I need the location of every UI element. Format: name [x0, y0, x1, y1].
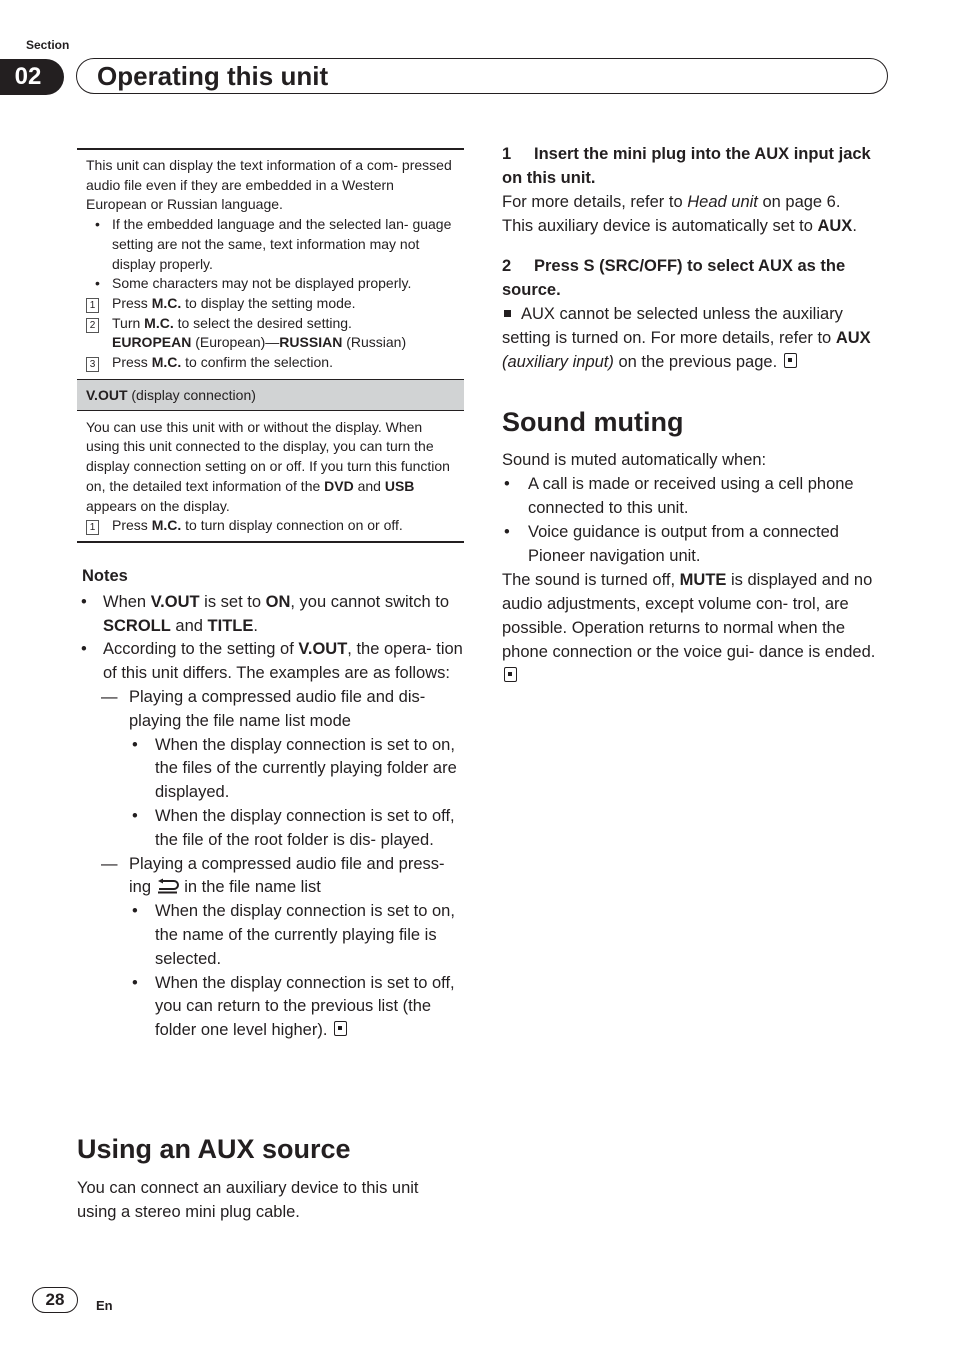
note-sub-item: • When the display connection is set to on, the name of the currently playing file is selected.	[77, 900, 464, 971]
square-bullet-icon	[504, 310, 511, 317]
muting-bullet: • A call is made or received using a cell phone connected to this unit.	[502, 472, 892, 520]
aux-intro: You can connect an auxiliary device to this unit using a stereo mini plug cable.	[77, 1179, 419, 1221]
note-sub-item: • When the display connection is set to off, you can return to the previous list (the folder one level higher).	[77, 972, 464, 1043]
page-number: 28	[32, 1287, 78, 1313]
language-options: EUROPEAN (European)—RUSSIAN (Russian)	[112, 334, 407, 351]
end-mark-icon	[784, 353, 797, 368]
table-bottom-rule	[77, 541, 464, 543]
language-bullet: • Some characters may not be displayed properly.	[86, 274, 455, 294]
language-step: 1 Press M.C. to display the setting mode.	[86, 294, 455, 314]
step-number: 3	[86, 357, 99, 372]
note-item: • When V.OUT is set to ON, you cannot switch to SCROLL and TITLE.	[77, 591, 464, 639]
note-item: • According to the setting of V.OUT, the opera- tion of this unit differs. The examples are as follows:	[77, 638, 464, 686]
return-icon	[156, 878, 180, 894]
muting-intro: Sound is muted automatically when:	[502, 451, 767, 469]
aux-heading: Using an AUX source	[77, 1134, 351, 1164]
note-sub-item: • When the display connection is set to off, the file of the root folder is dis- played.	[77, 805, 464, 853]
aux-step-1-title: 1 Insert the mini plug into the AUX input jack on this unit.	[502, 145, 871, 187]
aux-step-1-note: This auxiliary device is automatically set to AUX.	[502, 217, 857, 235]
sound-muting-heading: Sound muting	[502, 407, 684, 437]
vout-setting-cell	[77, 411, 464, 541]
aux-step-1-body: For more details, refer to Head unit on page 6.	[502, 193, 841, 211]
aux-step-2-body: AUX cannot be selected unless the auxiliary setting is turned on. For more details, refer to AUX (auxiliary input) on the previous page.	[502, 305, 871, 371]
end-mark-icon	[504, 667, 517, 682]
language-step: 2 Turn M.C. to select the desired setting. EUROPEAN (European)—RUSSIAN (Russian)	[86, 314, 455, 353]
language-intro: This unit can display the text information of a com- pressed audio file even if they are embedded in a Western European or Russian language.	[86, 157, 452, 213]
settings-table	[77, 148, 464, 543]
section-label: Section	[26, 38, 70, 52]
section-number-badge: 02	[0, 59, 64, 95]
notes-title: Notes	[82, 567, 128, 585]
language-step: 3 Press M.C. to confirm the selection.	[86, 353, 455, 373]
aux-step-2-title: 2 Press S (SRC/OFF) to select AUX as the source.	[502, 257, 846, 299]
end-mark-icon	[334, 1021, 347, 1036]
muting-bullet: • Voice guidance is output from a connected Pioneer navigation unit.	[502, 520, 892, 568]
muting-paragraph: The sound is turned off, MUTE is displayed and no audio adjustments, except volume con- trol, are possible. Operation returns to normal when the phone connection or the voice gui- dance is ended.	[502, 568, 892, 688]
page-title: Operating this unit	[76, 58, 888, 94]
language-code: En	[96, 1298, 113, 1313]
step-number: 1	[86, 298, 99, 313]
note-example: — Playing a compressed audio file and press- ing in the file name list	[77, 853, 464, 901]
language-bullet: • If the embedded language and the selected lan- guage setting are not the same, text information may not display properly.	[86, 215, 455, 274]
step-number: 1	[86, 520, 99, 535]
language-setting-cell	[77, 150, 464, 379]
notes-section	[77, 565, 464, 1043]
note-example: — Playing a compressed audio file and dis- playing the file name list mode	[77, 686, 464, 734]
vout-description: You can use this unit with or without the display. When using this unit connected to the display, you can turn the display connection setting on or off. If you turn this function on, the detailed text information of the DVD and USB appears on the display.	[86, 418, 450, 514]
vout-step: 1 Press M.C. to turn display connection on or off.	[86, 516, 455, 536]
vout-setting-header: V.OUT (display connection)	[77, 379, 464, 411]
right-column	[502, 142, 892, 688]
note-sub-item: • When the display connection is set to on, the files of the currently playing folder are displayed.	[77, 734, 464, 805]
step-number: 2	[86, 318, 99, 333]
